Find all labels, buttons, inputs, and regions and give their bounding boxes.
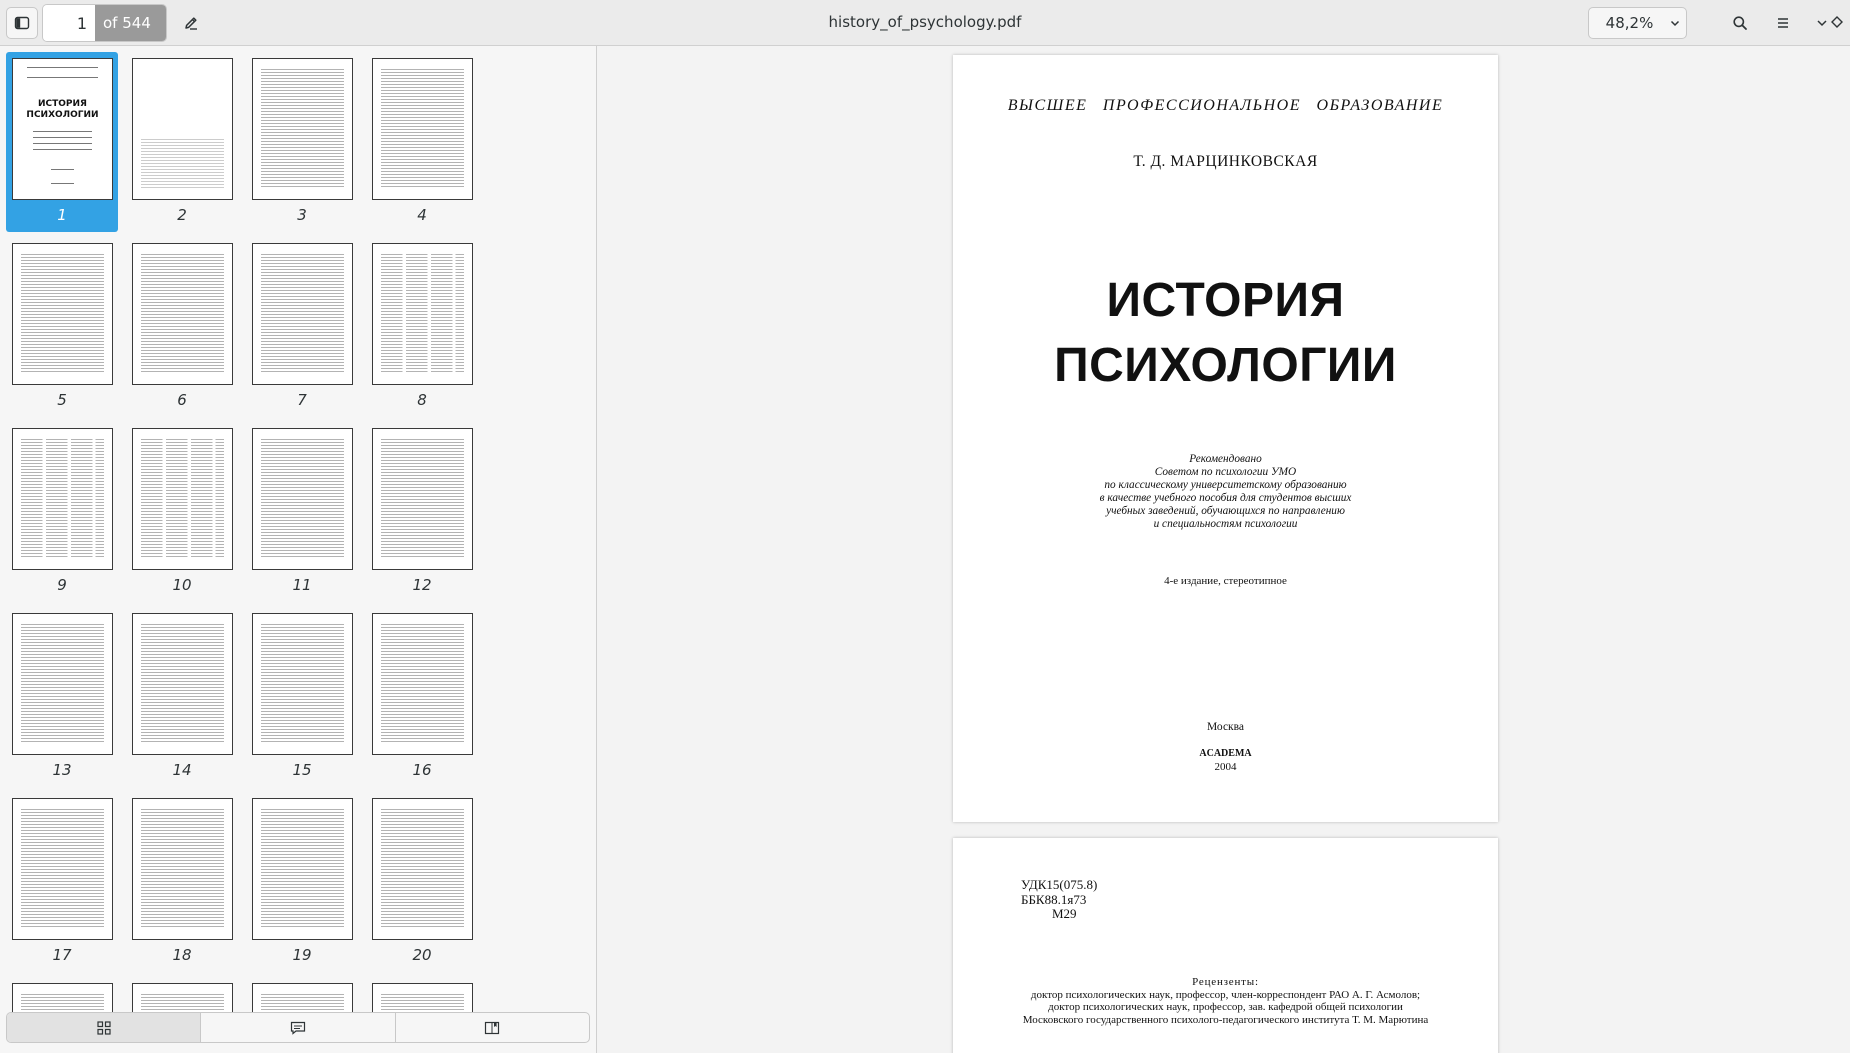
text-preview <box>141 254 224 374</box>
tab-annotations[interactable] <box>201 1013 395 1042</box>
thumbnail-page-preview <box>372 798 473 940</box>
text-preview <box>261 254 344 374</box>
thumbnail-page-preview <box>252 798 353 940</box>
page-thumbnail[interactable] <box>366 237 478 417</box>
text-preview <box>141 439 224 559</box>
reviewers-block <box>953 976 1498 1026</box>
thumbnail-page-preview <box>12 58 113 200</box>
page-thumbnail[interactable] <box>246 977 358 1012</box>
text-preview <box>261 994 344 1012</box>
page-thumbnail[interactable] <box>6 977 118 1012</box>
text-preview <box>21 439 104 559</box>
annotations-icon <box>290 1021 306 1035</box>
recommendation-line: Советом по психологии УМО <box>1154 466 1297 478</box>
zoom-value: 48,2% <box>1605 14 1654 32</box>
tab-thumbnails[interactable] <box>7 1013 201 1042</box>
thumbnail-page-preview <box>372 428 473 570</box>
reviewer-line: Московского государственного психолого-педагогического института Т. М. Марютина <box>1022 1013 1429 1026</box>
text-preview <box>141 809 224 929</box>
cover-preview-title <box>13 99 112 121</box>
search-button[interactable] <box>1725 7 1755 39</box>
thumbnail-page-number: 10 <box>172 576 192 594</box>
author-code: М29 <box>1052 906 1077 921</box>
zoom-dropdown[interactable] <box>1588 7 1687 39</box>
page-thumbnail[interactable] <box>126 792 238 972</box>
thumbnail-page-preview <box>252 983 353 1012</box>
preview-line <box>33 149 92 150</box>
page-number-input[interactable] <box>43 5 95 41</box>
series-title: ВЫСШЕЕ ПРОФЕССИОНАЛЬНОЕ ОБРАЗОВАНИЕ <box>1007 97 1444 114</box>
thumbnail-grid <box>0 46 597 1012</box>
text-preview <box>261 69 344 189</box>
reviewer-line: доктор психологических наук, профессор, член-корреспондент РАО А. Г. Асмолов; <box>1030 988 1421 1001</box>
pencil-icon <box>183 15 199 31</box>
text-preview <box>381 624 464 744</box>
text-preview <box>381 994 464 1012</box>
recommendation-line: по классическому университетскому образованию <box>1104 479 1347 491</box>
page-thumbnail[interactable] <box>6 422 118 602</box>
text-preview <box>141 624 224 744</box>
page-thumbnail[interactable] <box>246 792 358 972</box>
preview-line <box>27 67 98 68</box>
text-preview <box>381 439 464 559</box>
page-thumbnail[interactable] <box>366 607 478 787</box>
pdf-page-1 <box>953 55 1498 822</box>
header-bar <box>0 0 1850 46</box>
bookmarks-icon <box>484 1021 500 1035</box>
cover-preview-line: ПСИХОЛОГИИ <box>26 110 99 120</box>
maximize-button[interactable] <box>1830 14 1846 30</box>
page-thumbnail[interactable] <box>246 52 358 232</box>
udk-code: УДК15(075.8) <box>1021 877 1098 892</box>
page-thumbnail[interactable] <box>366 422 478 602</box>
thumbnail-page-preview <box>132 613 233 755</box>
grid-icon <box>97 1021 111 1035</box>
reviewer-line: доктор психологических наук, профессор, зав. кафедрой общей психологии <box>1048 1001 1403 1013</box>
document-title: history_of_psychology.pdf <box>828 13 1022 31</box>
thumbnail-page-number: 4 <box>417 206 427 224</box>
menu-button[interactable] <box>1768 7 1798 39</box>
text-preview <box>141 139 224 189</box>
thumbnail-page-preview <box>372 58 473 200</box>
thumbnail-page-preview <box>12 613 113 755</box>
recommendation-line: и специальностям психологии <box>1153 518 1298 530</box>
thumbnail-page-preview <box>132 243 233 385</box>
tab-bookmarks[interactable] <box>396 1013 589 1042</box>
chevron-down-icon <box>1816 17 1828 29</box>
pdf-page-2 <box>953 838 1498 1053</box>
preview-line <box>33 143 92 144</box>
sidebar-toggle-icon <box>14 15 30 31</box>
page-thumbnail[interactable] <box>126 52 238 232</box>
preview-line <box>27 77 98 78</box>
text-preview <box>381 254 464 374</box>
hamburger-menu-icon <box>1775 15 1791 31</box>
page-thumbnail[interactable] <box>246 237 358 417</box>
thumbnail-page-preview <box>252 428 353 570</box>
recommendation-line: учебных заведений, обучающихся по направлению <box>1106 505 1345 517</box>
reviewers-heading: Рецензенты: <box>1192 976 1259 988</box>
recommendation-line: Рекомендовано <box>1189 453 1262 465</box>
annotate-button[interactable] <box>175 7 207 39</box>
publication-city: Москва <box>1206 721 1245 733</box>
page-thumbnail[interactable] <box>126 237 238 417</box>
thumbnail-page-preview <box>252 58 353 200</box>
thumbnail-page-number: 9 <box>57 576 67 594</box>
preview-line <box>33 131 92 132</box>
preview-line <box>51 183 74 184</box>
thumbnail-page-number: 2 <box>177 206 187 224</box>
thumbnail-page-preview <box>252 243 353 385</box>
preview-line <box>33 137 92 138</box>
text-preview <box>381 809 464 929</box>
text-preview <box>21 809 104 929</box>
page-thumbnail[interactable] <box>366 52 478 232</box>
text-preview <box>21 994 104 1012</box>
page-total-label: of 544 <box>95 5 166 41</box>
page-thumbnail[interactable] <box>6 792 118 972</box>
thumbnail-page-number: 16 <box>412 761 432 779</box>
thumbnail-page-preview <box>132 58 233 200</box>
thumbnail-page-preview <box>372 243 473 385</box>
thumbnail-page-preview <box>132 983 233 1012</box>
thumbnail-page-number: 6 <box>177 391 187 409</box>
page-thumbnail[interactable] <box>126 977 238 1012</box>
preview-line <box>51 169 74 170</box>
thumbnail-page-number: 5 <box>57 391 67 409</box>
thumbnail-page-number: 11 <box>292 576 312 594</box>
diamond-icon <box>1830 15 1844 29</box>
thumbnail-page-preview <box>372 983 473 1012</box>
author-name: Т. Д. МАРЦИНКОВСКАЯ <box>1133 153 1318 170</box>
cover-preview-line: ИСТОРИЯ <box>38 99 87 109</box>
thumbnail-page-number: 15 <box>292 761 312 779</box>
classification-codes <box>1021 878 1097 922</box>
page-thumbnail[interactable] <box>6 237 118 417</box>
thumbnail-page-preview <box>12 428 113 570</box>
cover-preview <box>13 59 112 199</box>
thumbnail-page-number: 19 <box>292 946 312 964</box>
thumbnail-page-number: 3 <box>297 206 307 224</box>
thumbnail-page-preview <box>132 798 233 940</box>
text-preview <box>141 994 224 1012</box>
publisher-name: ACADEMA <box>1199 748 1252 759</box>
book-title-line-2: ПСИХОЛОГИИ <box>1054 339 1397 392</box>
thumbnail-page-preview <box>12 983 113 1012</box>
page-thumbnail[interactable] <box>366 977 478 1012</box>
sidebar-tabs <box>6 1012 590 1043</box>
search-icon <box>1732 15 1748 31</box>
page-thumbnail[interactable] <box>246 422 358 602</box>
page-thumbnail[interactable] <box>6 52 118 232</box>
book-title-line-1: ИСТОРИЯ <box>1106 274 1345 327</box>
thumbnail-page-preview <box>12 243 113 385</box>
text-preview <box>381 69 464 189</box>
recommendation-text <box>953 453 1498 531</box>
document-view[interactable] <box>597 46 1850 1053</box>
thumbnail-page-number: 13 <box>52 761 72 779</box>
sidebar-toggle-button[interactable] <box>6 7 38 39</box>
text-preview <box>261 624 344 744</box>
page-thumbnail[interactable] <box>366 792 478 972</box>
bbk-code: ББК88.1я73 <box>1021 891 1087 907</box>
text-preview <box>261 439 344 559</box>
recommendation-line: в качестве учебного пособия для студентов высших <box>1099 492 1352 504</box>
thumbnail-page-number: 14 <box>172 761 192 779</box>
thumbnail-page-number: 18 <box>172 946 192 964</box>
thumbnail-page-number: 20 <box>412 946 432 964</box>
thumbnail-page-preview <box>12 798 113 940</box>
page-thumbnail[interactable] <box>6 607 118 787</box>
page-thumbnail[interactable] <box>126 607 238 787</box>
thumbnail-page-number: 8 <box>417 391 427 409</box>
thumbnail-page-preview <box>132 428 233 570</box>
thumbnail-page-number: 7 <box>297 391 307 409</box>
thumbnail-page-preview <box>252 613 353 755</box>
page-thumbnail[interactable] <box>246 607 358 787</box>
text-preview <box>21 254 104 374</box>
thumbnail-page-number: 17 <box>52 946 72 964</box>
thumbnail-page-preview <box>372 613 473 755</box>
page-number-entry[interactable] <box>42 4 167 42</box>
text-preview <box>261 809 344 929</box>
thumbnail-page-number: 12 <box>412 576 432 594</box>
chevron-down-icon <box>1664 17 1686 29</box>
publication-year: 2004 <box>1214 761 1237 773</box>
page-thumbnail[interactable] <box>126 422 238 602</box>
thumbnail-sidebar <box>0 46 597 1053</box>
thumbnail-page-number: 1 <box>57 206 67 224</box>
text-preview <box>21 624 104 744</box>
edition-text: 4-е издание, стереотипное <box>1164 575 1287 587</box>
